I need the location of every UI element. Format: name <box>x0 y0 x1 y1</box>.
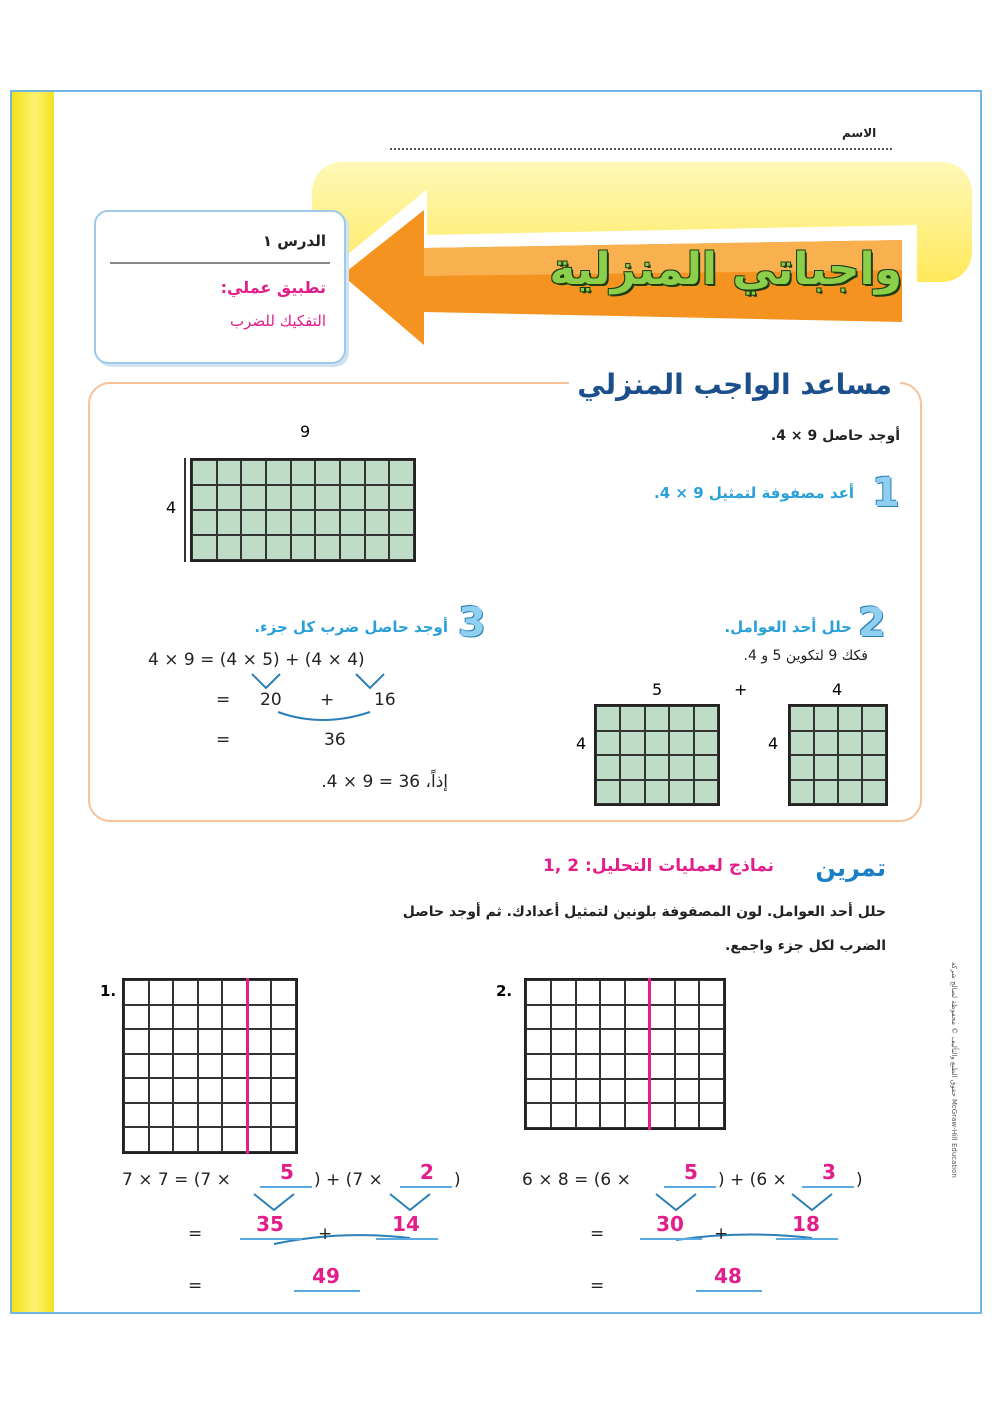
step1-text: أعد مصفوفة لتمثيل 9 × 4. <box>654 484 854 502</box>
grid-cell <box>620 706 644 731</box>
grid-cell <box>669 706 693 731</box>
problem2-split-line <box>648 978 651 1130</box>
grid-cell <box>620 780 644 805</box>
grid-cell <box>526 1079 551 1104</box>
grid-cell <box>365 510 390 535</box>
grid-cell <box>241 535 266 560</box>
grid-cell <box>241 485 266 510</box>
grid-cell <box>675 1029 700 1054</box>
grid-cell <box>149 1029 174 1054</box>
grid-cell <box>699 1079 724 1104</box>
lesson-number: الدرس ١ <box>262 232 326 250</box>
split-right-side: 4 <box>768 734 779 753</box>
problem1-blank-p2 <box>376 1238 438 1240</box>
grid-cell <box>173 1127 198 1152</box>
grid-cell <box>124 1054 149 1079</box>
practice-heading: تمرين <box>815 854 886 882</box>
grid-cell <box>124 1005 149 1030</box>
problem1-blank-a2 <box>400 1186 452 1188</box>
yellow-side-stripe <box>12 92 54 1312</box>
split-plus: + <box>734 680 748 699</box>
problem2-eq-mid: ) + (6 × <box>718 1170 787 1190</box>
grid-cell <box>596 731 620 756</box>
grid-cell <box>694 731 718 756</box>
grid-cell <box>271 1078 296 1103</box>
grid-cell <box>694 755 718 780</box>
practice-subheading: نماذج لعمليات التحليل: 2 ,1 <box>543 856 774 876</box>
grid-cell <box>551 980 576 1005</box>
grid-cell <box>576 1054 601 1079</box>
grid-cell <box>600 1005 625 1030</box>
problem1-total[interactable]: 49 <box>312 1264 340 1288</box>
problem1-eq-mid: ) + (7 × <box>314 1170 383 1190</box>
eq-total: 36 <box>324 730 346 750</box>
grid-cell <box>620 755 644 780</box>
grid-cell <box>620 731 644 756</box>
grid-cell <box>551 1005 576 1030</box>
problem1-answer-a2[interactable]: 2 <box>420 1160 434 1184</box>
grid-cell <box>596 780 620 805</box>
grid-cell <box>266 485 291 510</box>
problem2-label: 2. <box>496 982 513 1000</box>
grid-cell <box>790 706 814 731</box>
grid-cell <box>247 1127 272 1152</box>
problem1-equals-1: = <box>188 1224 203 1244</box>
helper-prompt: أوجد حاصل 9 × 4. <box>770 428 900 444</box>
grid-cell <box>247 980 272 1005</box>
grid-cell <box>291 535 316 560</box>
array-5x4 <box>594 704 720 806</box>
problem1-blank-a1 <box>260 1186 312 1188</box>
array-9x4 <box>190 458 416 562</box>
grid-cell <box>526 1029 551 1054</box>
grid-cell <box>551 1054 576 1079</box>
grid-cell <box>600 1029 625 1054</box>
side-credit: حقوق الطبع والتأليف © محفوظة لصالح شركة McGraw-Hill Education <box>950 962 958 1178</box>
problem2-blank-total <box>696 1290 762 1292</box>
grid-cell <box>699 1005 724 1030</box>
grid-cell <box>247 1078 272 1103</box>
grid-cell <box>149 1103 174 1128</box>
grid-cell <box>790 731 814 756</box>
grid-cell <box>192 510 217 535</box>
grid-cell <box>526 1005 551 1030</box>
grid-cell <box>271 1005 296 1030</box>
grid-cell <box>247 1029 272 1054</box>
problem2-partial-1[interactable]: 30 <box>656 1212 684 1236</box>
step3-text: أوجد حاصل ضرب كل جزء. <box>254 618 448 636</box>
grid-cell <box>149 1005 174 1030</box>
problem2-blank-p2 <box>776 1238 838 1240</box>
grid-cell <box>340 485 365 510</box>
grid-cell <box>192 485 217 510</box>
problem1-label: 1. <box>100 982 117 1000</box>
grid-cell <box>576 1029 601 1054</box>
grid-cell <box>271 1127 296 1152</box>
grid-cell <box>266 535 291 560</box>
grid-cell <box>699 980 724 1005</box>
grid-cell <box>266 510 291 535</box>
grid-cell <box>790 780 814 805</box>
problem2-blank-a2 <box>802 1186 854 1188</box>
grid-cell <box>650 1054 675 1079</box>
step2-subtext: فكك 9 لتكوين 5 و 4. <box>743 648 868 664</box>
grid-cell <box>645 706 669 731</box>
grid-cell <box>291 485 316 510</box>
grid-cell <box>862 706 886 731</box>
grid-cell <box>675 1005 700 1030</box>
grid-cell <box>389 535 414 560</box>
array-side-bracket <box>184 458 186 562</box>
problem1-blank-total <box>294 1290 360 1292</box>
grid-cell <box>198 1005 223 1030</box>
grid-cell <box>173 980 198 1005</box>
eq-plus: + <box>320 690 335 710</box>
array-top-label: 9 <box>300 422 311 441</box>
grid-cell <box>124 1029 149 1054</box>
grid-cell <box>149 980 174 1005</box>
grid-cell <box>625 1103 650 1128</box>
grid-cell <box>247 1005 272 1030</box>
grid-cell <box>862 780 886 805</box>
grid-cell <box>645 731 669 756</box>
grid-cell <box>173 1054 198 1079</box>
step2-text: حلل أحد العوامل. <box>724 618 852 636</box>
eq-value-1: 20 <box>260 690 282 710</box>
grid-cell <box>198 1054 223 1079</box>
grid-cell <box>315 485 340 510</box>
step1-number: 1 <box>872 470 900 516</box>
grid-cell <box>271 1029 296 1054</box>
problem2-eq-end: ) <box>856 1170 863 1190</box>
grid-cell <box>526 980 551 1005</box>
grid-cell <box>173 1103 198 1128</box>
grid-cell <box>266 460 291 485</box>
lesson-subtitle: التفكيك للضرب <box>229 312 326 330</box>
name-line[interactable] <box>390 148 892 150</box>
grid-cell <box>625 1054 650 1079</box>
grid-cell <box>340 535 365 560</box>
problem2-plus: + <box>714 1224 729 1244</box>
problem1-eq-start: 7 × 7 = (7 × <box>122 1170 231 1190</box>
grid-cell <box>198 1103 223 1128</box>
grid-cell <box>814 706 838 731</box>
array-4x4 <box>788 704 888 806</box>
grid-cell <box>669 780 693 805</box>
grid-cell <box>625 1029 650 1054</box>
problem2-blank-a1 <box>664 1186 716 1188</box>
grid-cell <box>814 731 838 756</box>
grid-cell <box>192 460 217 485</box>
grid-cell <box>173 1078 198 1103</box>
problem1-equals-2: = <box>188 1276 203 1296</box>
grid-cell <box>124 1103 149 1128</box>
grid-cell <box>271 1054 296 1079</box>
grid-cell <box>149 1127 174 1152</box>
problem2-grid[interactable] <box>524 978 726 1130</box>
grid-cell <box>291 460 316 485</box>
grid-cell <box>838 706 862 731</box>
grid-cell <box>247 1054 272 1079</box>
problem2-answer-a1[interactable]: 5 <box>684 1160 698 1184</box>
grid-cell <box>365 485 390 510</box>
grid-cell <box>862 731 886 756</box>
grid-cell <box>389 510 414 535</box>
grid-cell <box>576 1005 601 1030</box>
problem2-partial-2[interactable]: 18 <box>792 1212 820 1236</box>
grid-cell <box>222 1029 247 1054</box>
grid-cell <box>675 980 700 1005</box>
grid-cell <box>340 460 365 485</box>
grid-cell <box>650 1005 675 1030</box>
problem2-answer-a2[interactable]: 3 <box>822 1160 836 1184</box>
lesson-rule <box>110 262 330 264</box>
step3-number: 3 <box>458 600 486 646</box>
side-credit-wrap <box>946 962 960 1262</box>
step2-number: 2 <box>858 600 886 646</box>
grid-cell <box>699 1054 724 1079</box>
grid-cell <box>625 1079 650 1104</box>
grid-cell <box>838 755 862 780</box>
grid-cell <box>625 980 650 1005</box>
problem1-partial-1[interactable]: 35 <box>256 1212 284 1236</box>
grid-cell <box>217 460 242 485</box>
grid-cell <box>551 1029 576 1054</box>
grid-cell <box>600 1054 625 1079</box>
problem2-total[interactable]: 48 <box>714 1264 742 1288</box>
grid-cell <box>315 510 340 535</box>
problem2-blank-p1 <box>640 1238 702 1240</box>
grid-cell <box>551 1079 576 1104</box>
grid-cell <box>650 1103 675 1128</box>
grid-cell <box>124 1078 149 1103</box>
eq-conclusion: إذاً، 36 = 9 × 4. <box>321 772 448 792</box>
problem1-grid[interactable] <box>122 978 298 1154</box>
problem1-split-line <box>246 978 249 1154</box>
eq-value-2: 16 <box>374 690 396 710</box>
grid-cell <box>600 980 625 1005</box>
grid-cell <box>645 780 669 805</box>
grid-cell <box>222 1054 247 1079</box>
eq-equals-1: = <box>216 690 231 710</box>
grid-cell <box>192 535 217 560</box>
grid-cell <box>596 755 620 780</box>
eq-line1: 4 × 9 = (4 × 5) + (4 × 4) <box>148 650 365 670</box>
array-side-label: 4 <box>166 498 177 517</box>
grid-cell <box>526 1103 551 1128</box>
grid-cell <box>247 1103 272 1128</box>
grid-cell <box>576 1079 601 1104</box>
grid-cell <box>315 460 340 485</box>
grid-cell <box>173 1029 198 1054</box>
grid-cell <box>576 1103 601 1128</box>
grid-cell <box>389 460 414 485</box>
problem2-eq-start: 6 × 8 = (6 × <box>522 1170 631 1190</box>
problem2-equals-1: = <box>590 1224 605 1244</box>
helper-heading: مساعد الواجب المنزلي <box>569 368 900 401</box>
problem1-answer-a1[interactable]: 5 <box>280 1160 294 1184</box>
problem1-plus: + <box>318 1224 333 1244</box>
grid-cell <box>198 980 223 1005</box>
grid-cell <box>838 780 862 805</box>
banner-title: واجباتي المنزلية <box>549 244 902 295</box>
grid-cell <box>198 1127 223 1152</box>
grid-cell <box>694 780 718 805</box>
grid-cell <box>365 460 390 485</box>
grid-cell <box>149 1078 174 1103</box>
practice-instructions-2: الضرب لكل جزء واجمع. <box>725 938 886 954</box>
grid-cell <box>790 755 814 780</box>
grid-cell <box>650 980 675 1005</box>
grid-cell <box>222 980 247 1005</box>
grid-cell <box>650 1029 675 1054</box>
problem1-eq-end: ) <box>454 1170 461 1190</box>
grid-cell <box>222 1103 247 1128</box>
grid-cell <box>198 1078 223 1103</box>
split-left-side: 4 <box>576 734 587 753</box>
practice-instructions-1: حلل أحد العوامل. لون المصفوفة بلونين لتمثيل أعدادك. ثم أوجد حاصل <box>402 904 886 920</box>
grid-cell <box>217 510 242 535</box>
problem1-blank-p1 <box>240 1238 302 1240</box>
grid-cell <box>389 485 414 510</box>
grid-cell <box>365 535 390 560</box>
grid-cell <box>814 755 838 780</box>
grid-cell <box>124 1127 149 1152</box>
grid-cell <box>222 1005 247 1030</box>
grid-cell <box>669 755 693 780</box>
grid-cell <box>675 1054 700 1079</box>
problem1-partial-2[interactable]: 14 <box>392 1212 420 1236</box>
lesson-title: تطبيق عملي: <box>220 278 326 297</box>
grid-cell <box>526 1054 551 1079</box>
grid-cell <box>625 1005 650 1030</box>
grid-cell <box>699 1103 724 1128</box>
grid-cell <box>222 1127 247 1152</box>
grid-cell <box>838 731 862 756</box>
grid-cell <box>217 535 242 560</box>
grid-cell <box>173 1005 198 1030</box>
grid-cell <box>241 460 266 485</box>
grid-cell <box>551 1103 576 1128</box>
grid-cell <box>576 980 601 1005</box>
problem2-equals-2: = <box>590 1276 605 1296</box>
grid-cell <box>315 535 340 560</box>
grid-cell <box>814 780 838 805</box>
grid-cell <box>241 510 266 535</box>
grid-cell <box>600 1079 625 1104</box>
grid-cell <box>675 1103 700 1128</box>
split-left-top: 5 <box>652 680 663 699</box>
grid-cell <box>198 1029 223 1054</box>
grid-cell <box>699 1029 724 1054</box>
grid-cell <box>217 485 242 510</box>
grid-cell <box>600 1103 625 1128</box>
name-label: الاسم <box>842 126 877 140</box>
grid-cell <box>669 731 693 756</box>
grid-cell <box>862 755 886 780</box>
grid-cell <box>149 1054 174 1079</box>
lesson-box <box>94 210 346 364</box>
grid-cell <box>271 980 296 1005</box>
grid-cell <box>222 1078 247 1103</box>
split-right-top: 4 <box>832 680 843 699</box>
grid-cell <box>291 510 316 535</box>
worksheet-page <box>10 90 982 1314</box>
grid-cell <box>124 980 149 1005</box>
grid-cell <box>340 510 365 535</box>
grid-cell <box>694 706 718 731</box>
grid-cell <box>271 1103 296 1128</box>
eq-equals-2: = <box>216 730 231 750</box>
grid-cell <box>675 1079 700 1104</box>
grid-cell <box>596 706 620 731</box>
grid-cell <box>650 1079 675 1104</box>
grid-cell <box>645 755 669 780</box>
